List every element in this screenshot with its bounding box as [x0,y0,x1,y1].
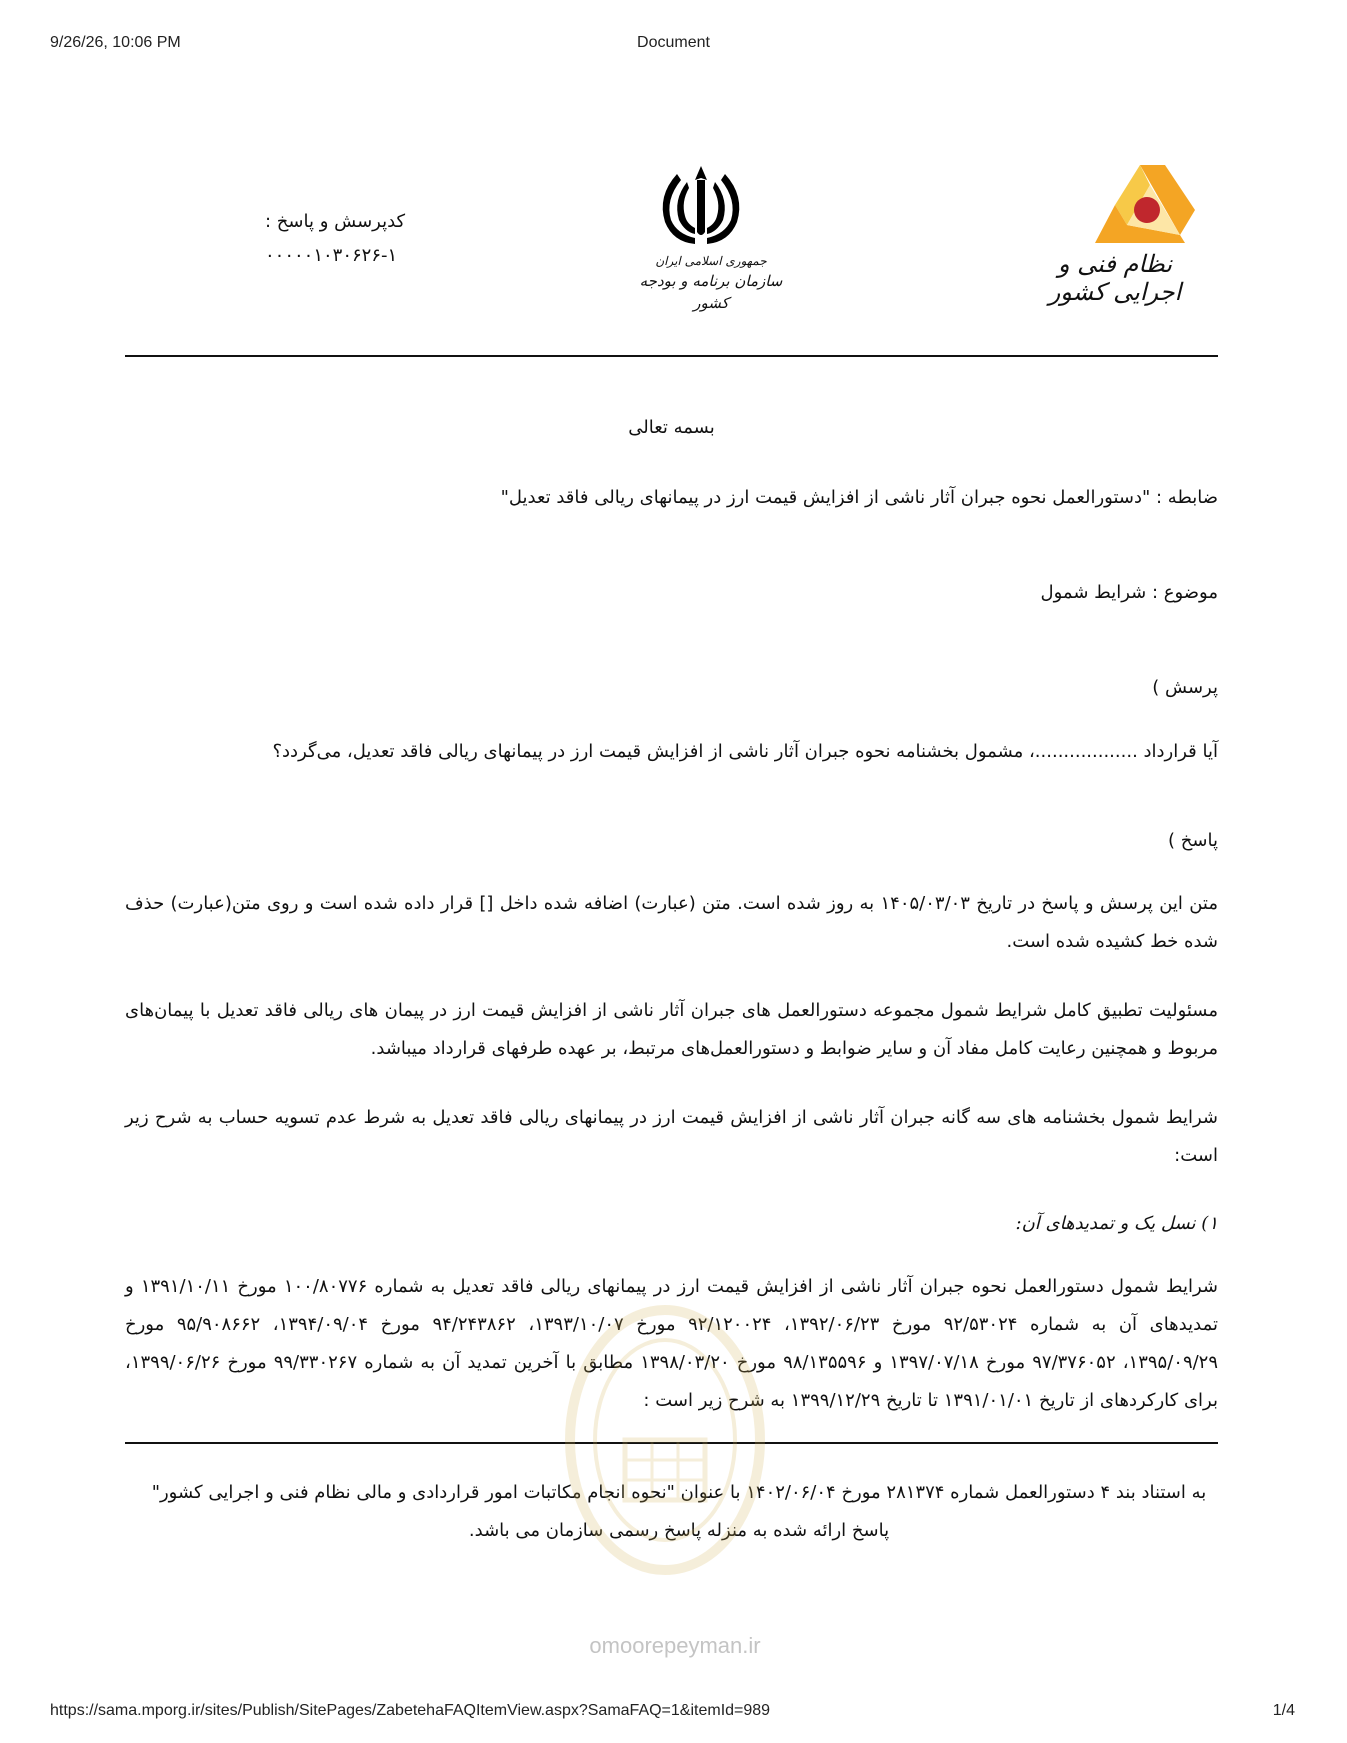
subject-line: موضوع : شرایط شمول [1040,582,1218,603]
emblem-caption [631,252,791,314]
print-header [0,34,1347,58]
watermark-site: omoorepeyman.ir [589,1633,761,1658]
faq-code-block [265,205,435,273]
emblem-caption-line1: جمهوری اسلامی ایران [655,254,767,268]
responsibility-paragraph: مسئولیت تطبیق کامل شرایط شمول مجموعه دستورالعمل های جبران آثار ناشی از افزایش قیمت ارز در پیمان های ریالی فاقد تعدیل با پیمان‌های مربوط و همچنین رعایت کامل مفاد آن و سایر ضوابط و دستورالعمل‌های مرتبط، بر عهده طرفهای قرارداد میباشد. [125,1000,1218,1059]
update-note-paragraph: متن این پرسش و پاسخ در تاریخ ۱۴۰۵/۰۳/۰۳ به روز شده است. متن (عبارت) اضافه شده داخل [] قرار داده شده است و روی متن(عبارت) حذف شده خط کشیده شده است. [125,893,1218,952]
print-title: Document [637,34,710,51]
print-datetime: 9/26/26, 10:06 PM [50,34,181,51]
basmala: بسمه تعالی [628,417,715,438]
header-divider [125,355,1218,357]
faq-code-label: کدپرسش و پاسخ : [265,211,406,232]
iran-emblem-block [591,160,811,310]
answer-heading: پاسخ ) [1168,830,1218,851]
watermark-seal-icon [555,1290,775,1590]
print-page-number: 1/4 [1272,1702,1295,1719]
section1-paragraph: شرایط شمول دستورالعمل نحوه جبران آثار ناشی از افزایش قیمت ارز در پیمانهای ریالی فاقد تعدیل به شماره ۱۰۰/۸۰۷۷۶ مورخ ۱۳۹۱/۱۰/۱۱ و تمدیدهای آن به شماره ۹۲/۵۳۰۲۴ مورخ ۱۳۹۲/۰۶/۲۳، ۹۲/۱۲۰۰۲۴ مورخ ۱۳۹۳/۱۰/۰۷، ۹۴/۲۴۳۸۶۲ مورخ ۱۳۹۴/۰۹/۰۴، ۹۵/۹۰۸۶۶۲ مورخ ۱۳۹۵/۰۹/۲۹، ۹۷/۳۷۶۰۵۲ مورخ ۱۳۹۷/۰۷/۱۸ و ۹۸/۱۳۵۵۹۶ مورخ ۱۳۹۸/۰۳/۲۰ مطابق با آخرین تمدید آن به شماره ۹۹/۳۳۰۲۶۷ مورخ ۱۳۹۹/۰۶/۲۶، برای کارکردهای از تاریخ ۱۳۹۱/۰۱/۰۱ تا تاریخ ۱۳۹۹/۱۲/۲۹ به شرح زیر است : [125,1276,1219,1411]
print-url: https://sama.mporg.ir/sites/Publish/SitePages/ZabetehaFAQItemView.aspx?SamaFAQ=1&itemId=989 [50,1702,771,1719]
print-footer [0,1702,1347,1726]
question-text: آیا قرارداد ..................، مشمول بخشنامه نحوه جبران آثار ناشی از افزایش قیمت ارز در پیمانهای ریالی فاقد تعدیل، می‌گردد؟ [272,741,1218,762]
nezam-fanni-logo-text: نظام فنی و اجرایی کشور [1048,250,1182,306]
letterhead [125,150,1221,350]
iran-emblem-icon [591,160,811,255]
zabete-title: ضابطه : "دستورالعمل نحوه جبران آثار ناشی از افزایش قیمت ارز در پیمانهای ریالی فاقد تعدیل" [500,487,1218,508]
section1-heading: ۱) نسل یک و تمدیدهای آن: [1015,1213,1218,1234]
question-heading: پرسش ) [1152,677,1218,698]
footnote-paragraph: به استناد بند ۴ دستورالعمل شماره ۲۸۱۳۷۴ مورخ ۱۴۰۲/۰۶/۰۴ با عنوان "نحوه انجام مکاتبات امور قراردادی و مالی نظام فنی و اجرایی کشور" پاسخ ارائه شده به منزله پاسخ رسمی سازمان می باشد. [151,1482,1207,1541]
emblem-caption-line2: سازمان برنامه و بودجه کشور [639,272,783,312]
conditions-intro-paragraph: شرایط شمول بخشنامه های سه گانه جبران آثار ناشی از افزایش قیمت ارز در پیمانهای ریالی فاقد تعدیل به شرط عدم تسویه حساب به شرح زیر است: [125,1107,1218,1166]
faq-code-value: ۰۰۰۰۰۱۰۳۰۶۲۶-۱ [265,245,398,266]
